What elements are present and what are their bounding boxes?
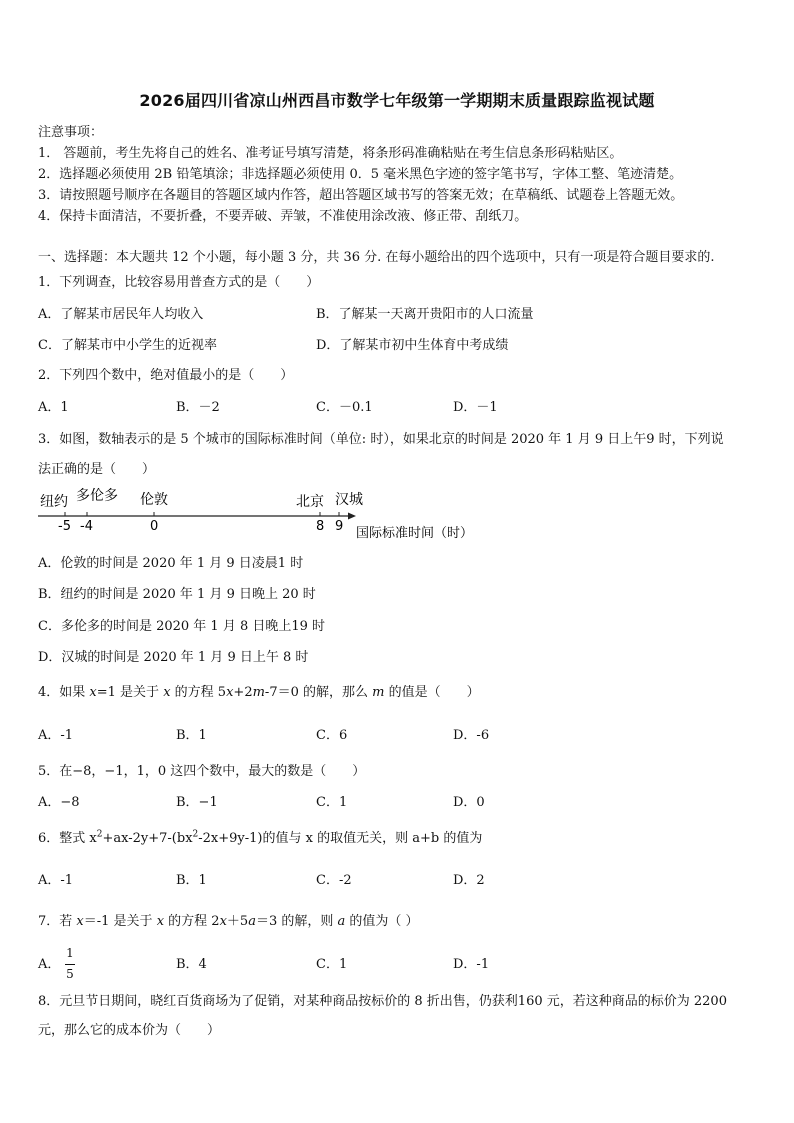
option-a: A．了解某市居民年人均收入	[38, 307, 204, 322]
section-heading: 一、选择题：本大题共 12 个小题，每小题 3 分，共 36 分. 在每小题给出的四个选项中，只有一项是符合题目要求的.	[38, 250, 715, 265]
option-c: C．－0.1	[316, 400, 373, 415]
axis-label: 国际标准时间（时）	[356, 526, 474, 541]
number-line-figure	[30, 484, 490, 546]
fraction-bar	[65, 964, 75, 965]
option-c: C．6	[316, 728, 348, 743]
fraction-denominator: 5	[66, 967, 74, 981]
question-stem: 6．整式 $x^2+ax-2y+7-(bx^2-2x+9y-1)$的值与 x 的取值无关，则 a+b 的值为	[38, 829, 483, 846]
notice-item-4: 4．保持卡面清洁，不要折叠，不要弄破、弄皱，不准使用涂改液、修正带、刮纸刀。	[38, 209, 528, 224]
option-a: A．1	[38, 400, 69, 415]
notice-item-2: 2．选择题必须使用 2B 铅笔填涂；非选择题必须使用 0．5 毫米黑色字迹的签字笔书写，字体工整、笔迹清楚。	[38, 167, 683, 182]
option-c: C．多伦多的时间是 2020 年 1 月 8 日晚上19 时	[38, 619, 326, 634]
tick-label-8: 8	[316, 519, 325, 534]
option-c: C．了解某市中小学生的近视率	[38, 338, 217, 353]
option-b: B．1	[176, 873, 207, 888]
option-a: A．-1	[38, 728, 74, 743]
option-a-label: A．	[38, 957, 61, 972]
city-label-toronto: 多伦多	[76, 488, 118, 504]
option-b: B．－2	[176, 400, 220, 415]
option-b: B．4	[176, 957, 207, 972]
notice-item-3: 3．请按照题号顺序在各题目的答题区域内作答，超出答题区域书写的答案无效；在草稿纸、试题卷上答题无效。	[38, 188, 684, 203]
option-d: D．2	[453, 873, 485, 888]
question-stem-line-2: 法正确的是（ ）	[38, 462, 156, 477]
option-c: C．1	[316, 957, 348, 972]
option-d: D．汉城的时间是 2020 年 1 月 9 日上午 8 时	[38, 650, 309, 665]
option-d: D．-1	[453, 957, 490, 972]
option-d: D．0	[453, 795, 485, 810]
option-b: B．了解某一天离开贵阳市的人口流量	[316, 307, 534, 322]
question-stem-line-1: 8．元旦节日期间，晓红百货商场为了促销，对某种商品按标价的 8 折出售，仍获利160 元，若这种商品的标价为 2200	[38, 994, 727, 1009]
option-b: B．−1	[176, 795, 218, 810]
option-d: D．－1	[453, 400, 498, 415]
question-stem: 1．下列调查，比较容易用普查方式的是（ ）	[38, 275, 320, 290]
option-a: A．−8	[38, 795, 80, 810]
notice-item-1: 1． 答题前，考生先将自己的姓名、准考证号填写清楚，将条形码准确粘贴在考生信息条形码粘贴区。	[38, 146, 623, 161]
tick-label-9: 9	[335, 519, 344, 534]
fraction-numerator: 1	[66, 946, 74, 960]
option-d: D．-6	[453, 728, 490, 743]
question-stem-line-2: 元，那么它的成本价为（ ）	[38, 1023, 221, 1038]
option-a: A．伦敦的时间是 2020 年 1 月 9 日凌晨1 时	[38, 556, 304, 571]
city-label-newyork: 纽约	[40, 494, 68, 510]
option-b: B．1	[176, 728, 207, 743]
city-label-hancheng: 汉城	[335, 492, 363, 508]
question-stem: 2．下列四个数中，绝对值最小的是（ ）	[38, 368, 294, 383]
question-stem: 4．如果 x=1 是关于 x 的方程 5x+2m-7＝0 的解，那么 m 的值是（ ）	[38, 685, 480, 700]
tick-label-m4: -4	[80, 519, 93, 534]
tick-label-m5: -5	[58, 519, 71, 534]
page-title: 2026届四川省凉山州西昌市数学七年级第一学期期末质量跟踪监视试题	[139, 91, 655, 110]
question-stem: 5．在−8，−1，1，0 这四个数中，最大的数是（ ）	[38, 764, 366, 779]
option-b: B．纽约的时间是 2020 年 1 月 9 日晚上 20 时	[38, 587, 316, 602]
city-label-beijing: 北京	[296, 494, 324, 510]
option-c: C．1	[316, 795, 348, 810]
option-d: D．了解某市初中生体育中考成绩	[316, 338, 509, 353]
question-stem-line-1: 3．如图，数轴表示的是 5 个城市的国际标准时间（单位: 时），如果北京的时间是 2020 年 1 月 9 日上午9 时，下列说	[38, 432, 724, 447]
option-c: C．-2	[316, 873, 352, 888]
option-a: A．-1	[38, 873, 74, 888]
tick-label-0: 0	[150, 519, 159, 534]
notice-heading: 注意事项：	[38, 125, 104, 140]
city-label-london: 伦敦	[140, 492, 168, 508]
question-stem: 7．若 x＝-1 是关于 x 的方程 2x＋5a＝3 的解，则 a 的值为（ ）	[38, 914, 419, 929]
axis-arrow	[348, 513, 356, 520]
